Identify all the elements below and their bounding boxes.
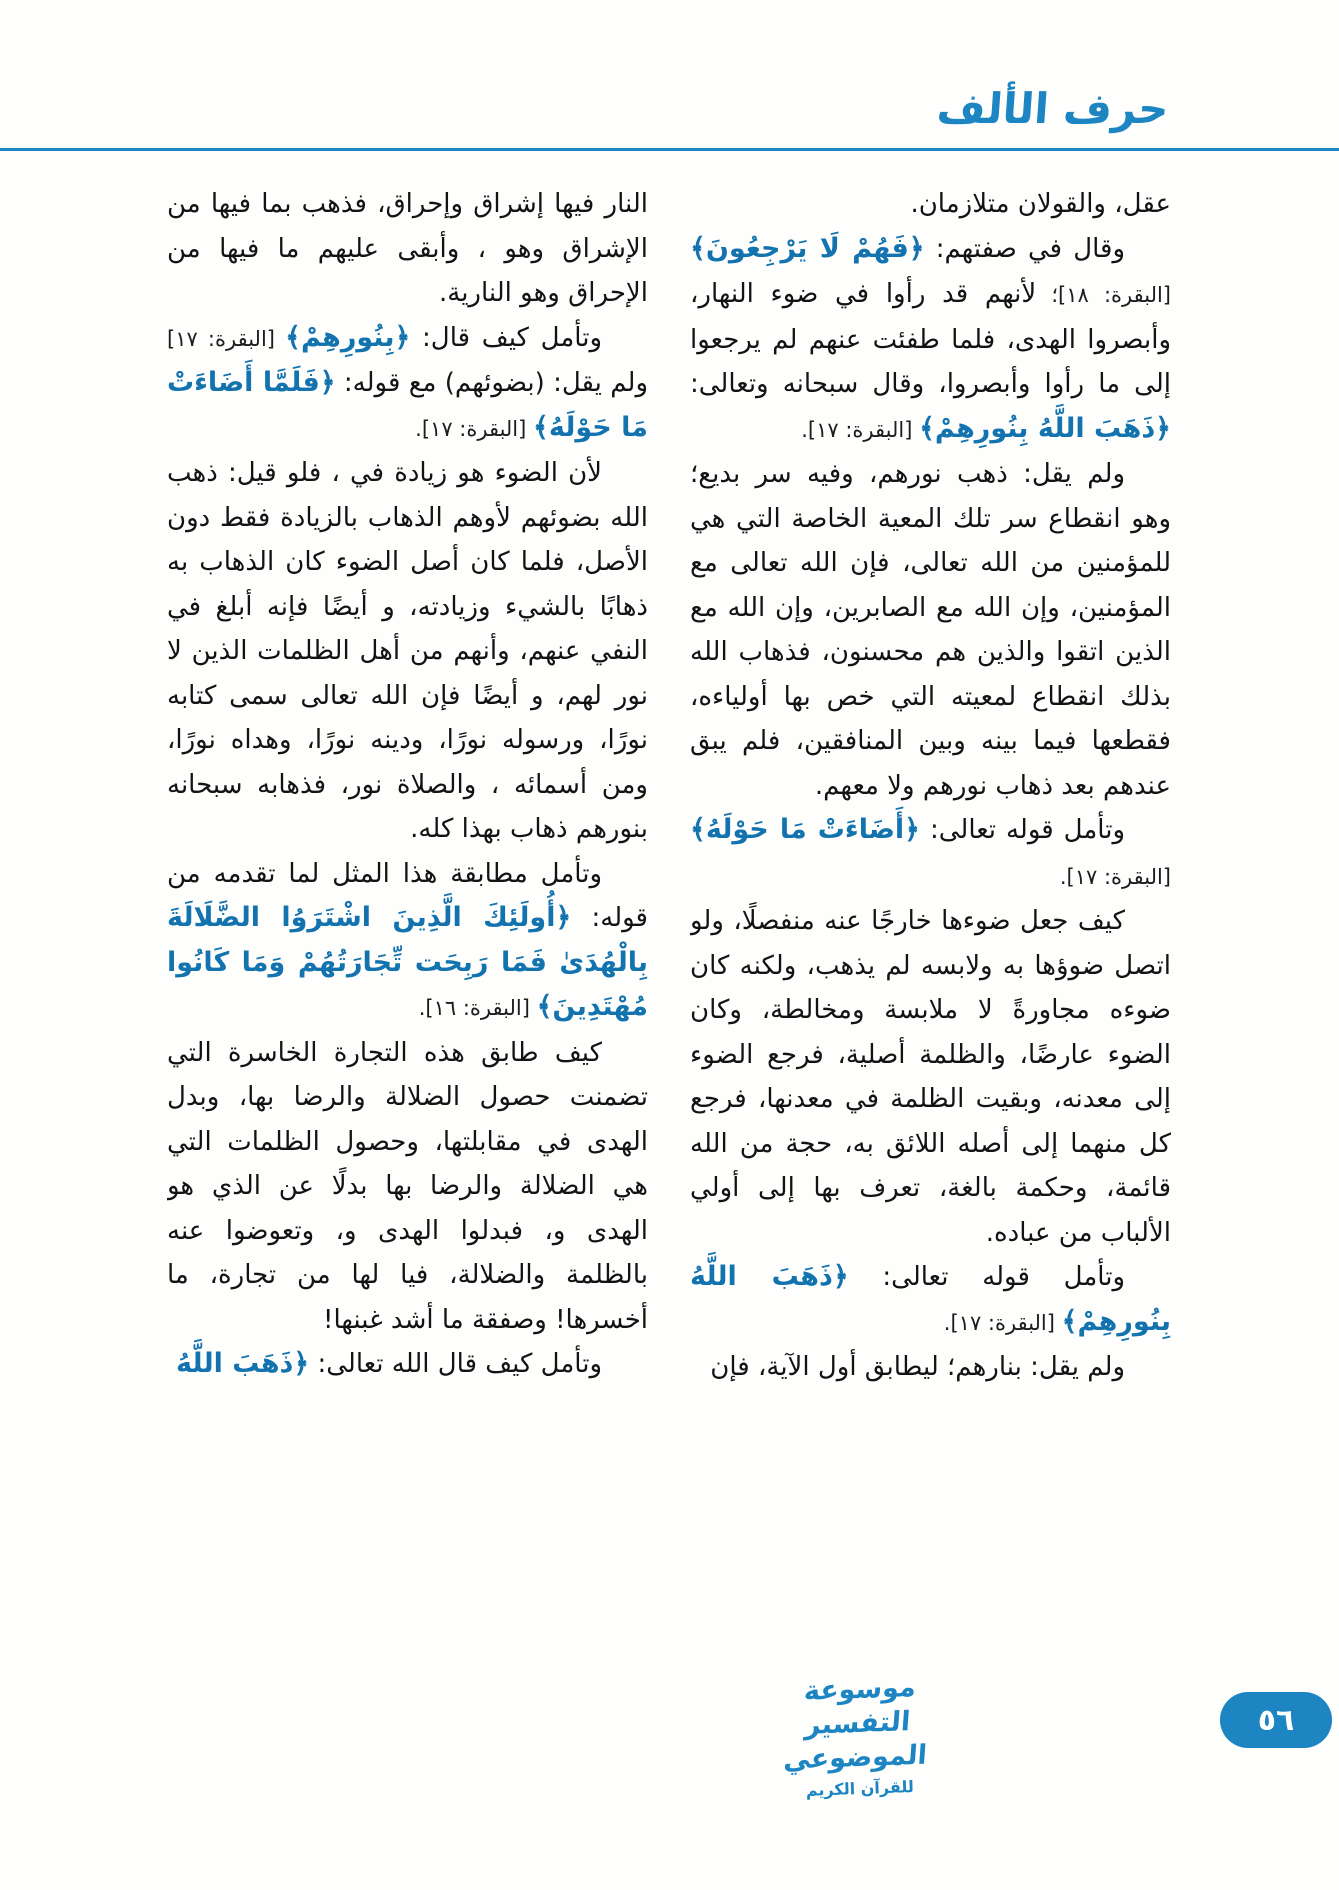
text-run: لأنهم قد رأوا في ضوء النهار، وأبصروا الهدى، فلما طفئت عنهم لم يرجعوا إلى ما رأوا وأبصروا، وقال سبحانه وتعالى: (690, 279, 1171, 399)
text-run: ولم يقل: (بضوئهم) مع قوله: (335, 368, 648, 398)
quran-quote: ﴿ذَهَبَ اللَّهُ بِنُورِهِمْ﴾ (690, 1261, 1171, 1337)
text-columns (167, 182, 1171, 1634)
publisher-logo (761, 1670, 955, 1802)
page-number: ٥٦ (1257, 1702, 1295, 1738)
quran-quote: ﴿فَلَمَّا أَضَاءَتْ مَا حَوْلَهُ﴾ (167, 367, 648, 443)
text-run: وتأمل كيف قال الله تعالى: (309, 1349, 602, 1379)
text-run: وتأمل قوله تعالى: (848, 1262, 1125, 1292)
text-run: عقل، والقولان متلازمان. (910, 189, 1171, 219)
quran-quote: ﴿أَضَاءَتْ مَا حَوْلَهُ﴾ (690, 814, 921, 845)
page-number-badge (1220, 1692, 1332, 1748)
paragraph (690, 1345, 1171, 1390)
quran-quote: ﴿أُولَئِكَ الَّذِينَ اشْتَرَوُا الضَّلَالَةَ بِالْهُدَىٰ فَمَا رَبِحَت تِّجَارَتُهُمْ وَمَا كَانُوا مُهْتَدِينَ﴾ (167, 902, 648, 1022)
paragraph (167, 182, 648, 316)
text-run: ولم يقل: بنارهم؛ ليطابق أول الآية، فإن (710, 1352, 1125, 1382)
paragraph (690, 899, 1171, 1255)
verse-reference: [البقرة: ١٦]. (418, 996, 537, 1020)
verse-reference: [البقرة: ١٧] (167, 326, 286, 351)
text-run: النار فيها إشراق وإحراق، فذهب بما فيها من الإشراق وهو ، وأبقى عليهم ما فيها من الإحراق وهو النارية. (167, 189, 648, 308)
text-run: ولم يقل: ذهب نورهم، وفيه سر بديع؛ وهو انقطاع سر تلك المعية الخاصة التي هي للمؤمنين من الله تعالى، فإن الله تعالى مع المؤمنين، وإن الله مع الصابرين، وإن الله مع الذين اتقوا والذين هم محسنون، فذهاب الله بذلك انقطاع لمعيته التي خص بها أولياءه، فقطعها فيما بينه وبين المنافقين، فلم يبق عندهم بعد ذهاب نورهم ولا معهم. (690, 459, 1171, 801)
paragraph (690, 227, 1171, 453)
paragraph (167, 852, 648, 1031)
text-run: وتأمل قوله تعالى: (920, 815, 1125, 845)
text-run: كيف طابق هذه التجارة الخاسرة التي تضمنت حصول الضلالة والرضا بها، وبدل الهدى في مقابلتها، وحصول الظلمات التي هي الضلالة والرضا بها بدلًا عن الذي هو الهدى و، فبدلوا الهدى و، وتعوضوا عنه بالظلمة والضلالة، فيا لها من تجارة، ما أخسرها! وصفقة ما أشد غبنها! (167, 1037, 648, 1335)
quran-quote: ﴿فَهُمْ لَا يَرْجِعُونَ﴾ (690, 232, 925, 264)
verse-reference: [البقرة: ١٨]؛ (1036, 283, 1171, 307)
section-title: حرف الألف (935, 84, 1171, 133)
paragraph (690, 452, 1171, 808)
verse-reference: [البقرة: ١٧]. (1059, 864, 1171, 889)
paragraph (167, 1031, 648, 1343)
publisher-logo-title: موسوعة التفسير الموضوعي (782, 1671, 928, 1776)
text-run: وتأمل كيف قال: (410, 322, 602, 353)
text-run: كيف جعل ضوءها خارجًا عنه منفصلًا، ولو اتصل ضوؤها به ولابسه لم يذهب، ولكنه كان ضوءه مجاورةً لا ملابسة ومخالطة، وكان الضوء عارضًا، والظلمة أصلية، فرجع الضوء إلى معدنه، وبقيت الظلمة في معدنها، فرجع كل منهما إلى أصله اللائق به، حجة من الله قائمة، وحكمة بالغة، تعرف بها إلى أولي الألباب من عباده. (690, 906, 1171, 1248)
text-run: لأن الضوء هو زيادة في ، فلو قيل: ذهب الله بضوئهم لأوهم الذهاب بالزيادة فقط دون الأصل، فلما كان أصل الضوء كان الذهاب به ذهابًا بالشيء وزيادته، و أيضًا فإنه أبلغ في النفي عنهم، وأنهم من أهل الظلمات الذين لا نور لهم، و أيضًا فإن الله تعالى سمى كتابه نورًا، ورسوله نورًا، ودينه نورًا، وهداه نورًا، ومن أسمائه ، والصلاة نور، فذهابه سبحانه بنورهم ذهاب بهذا كله. (167, 458, 648, 844)
paragraph (690, 1255, 1171, 1345)
column-right (690, 182, 1171, 1634)
paragraph (167, 316, 648, 452)
text-run: وقال في صفتهم: (924, 233, 1125, 264)
column-left (167, 182, 648, 1634)
paragraph (690, 808, 1171, 899)
paragraph (690, 182, 1171, 227)
verse-reference: [البقرة: ١٧]. (801, 417, 920, 442)
header-divider (0, 148, 1339, 151)
publisher-logo-subtitle: للقرآن الكريم (805, 1777, 915, 1800)
paragraph (167, 1342, 648, 1387)
text-run: وتأمل مطابقة هذا المثل لما تقدمه من قوله: (167, 858, 648, 933)
verse-reference: [البقرة: ١٧]. (415, 416, 534, 441)
quran-quote: ﴿ذَهَبَ اللَّهُ (176, 1348, 310, 1379)
paragraph (167, 451, 648, 852)
quran-quote: ﴿بِنُورِهِمْ﴾ (285, 321, 411, 353)
quran-quote: ﴿ذَهَبَ اللَّهُ بِنُورِهِمْ﴾ (919, 412, 1171, 444)
verse-reference: [البقرة: ١٧]. (943, 1310, 1062, 1335)
